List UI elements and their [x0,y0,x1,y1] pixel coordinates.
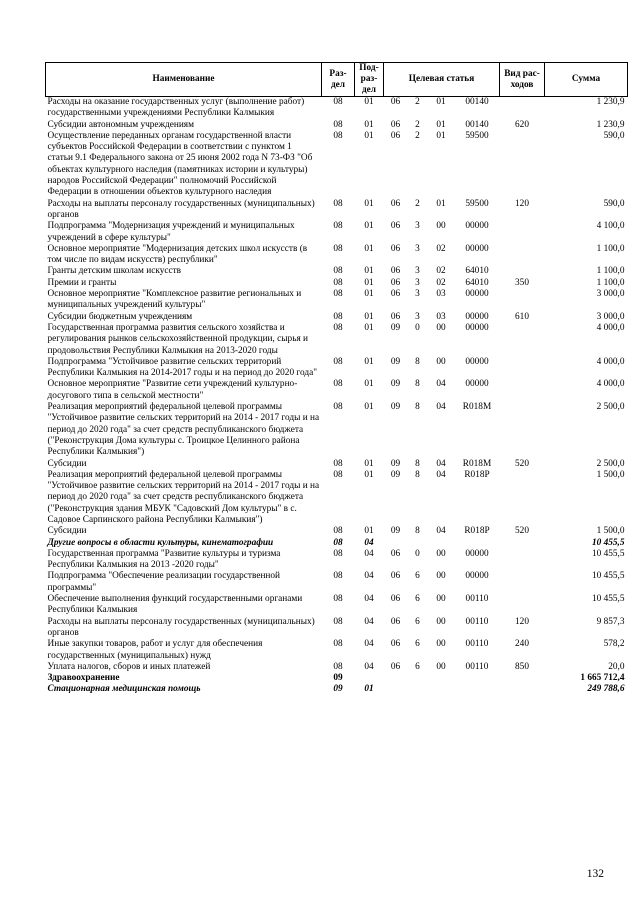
row-vid: 850 [515,661,529,672]
table-row [46,459,628,470]
row-podrazdel: 01 [364,684,374,695]
row-measure: 00 [436,639,446,650]
row-direction: R018P [464,469,490,480]
row-razdel: 08 [333,548,343,559]
row-name: Основное мероприятие "Развитие сети учреждений культурно-досугового типа в сельской местности" [47,379,298,401]
row-podrazdel: 01 [364,289,374,300]
row-razdel: 08 [333,289,343,300]
table-row [46,312,628,323]
row-sum: 4 000,0 [596,322,625,333]
row-measure: 01 [436,130,446,141]
row-direction: 00000 [465,311,489,322]
row-podrazdel: 04 [364,571,374,582]
row-name: Уплата налогов, сборов и иных платежей [47,661,211,672]
row-podrazdel: 01 [364,130,374,141]
row-program: 06 [390,311,401,322]
row-measure: 02 [436,243,446,254]
row-direction [455,684,500,695]
table-body [46,97,628,696]
table-row [46,470,628,526]
row-measure: 02 [436,266,446,277]
row-program: 09 [390,469,401,480]
row-sum: 4 000,0 [596,379,625,390]
table-row [46,97,628,120]
row-razdel: 08 [333,639,343,650]
row-sum: 590,0 [603,130,625,141]
row-razdel: 08 [333,243,343,254]
row-name: Подпрограмма "Обеспечение реализации государственной программы" [47,571,281,593]
row-program: 06 [390,661,401,672]
row-direction: 00000 [465,548,489,559]
row-subprogram: 0 [415,322,420,333]
row-vid [500,470,545,526]
row-name: Расходы на выплаты персоналу государственных (муниципальных) органов [47,616,315,638]
row-name: Обеспечение выполнения функций государственными органами Республики Калмыкия [47,594,303,616]
row-name: Расходы на выплаты персоналу государственных (муниципальных) органов [47,198,315,220]
row-measure: 00 [436,571,446,582]
row-subprogram: 6 [415,661,420,672]
header-podrazdel: Под- раз- дел [355,63,384,97]
row-program: 06 [390,548,401,559]
row-sum: 20,0 [608,661,625,672]
row-sum: 578,2 [603,639,625,650]
row-razdel: 08 [333,661,343,672]
row-razdel: 08 [333,266,343,277]
row-razdel: 09 [333,673,343,684]
row-vid: 350 [515,277,529,288]
table-row [46,379,628,402]
row-direction [455,673,500,684]
row-razdel: 08 [333,97,343,107]
row-direction: 00140 [465,97,489,107]
table-row [46,244,628,267]
table-row [46,402,628,458]
row-program: 06 [390,221,401,232]
table-row [46,266,628,277]
row-sum: 10 455,5 [591,548,625,559]
row-sum: 10 455,5 [591,537,625,548]
row-direction: 00000 [465,243,489,254]
row-subprogram: 2 [415,130,420,141]
row-name: Подпрограмма "Устойчивое развитие сельских территорий Республики Калмыкия на 2014-2017 годы и на период до 2020 года" [47,356,318,379]
row-name: Стационарная медицинская помощь [47,684,201,695]
row-podrazdel: 04 [364,594,374,605]
row-subprogram: 8 [415,469,420,480]
row-direction: 00000 [465,571,489,582]
row-measure: 03 [436,311,446,322]
row-podrazdel: 04 [364,537,374,548]
row-sum: 1 230,9 [596,97,625,107]
row-program: 09 [390,322,401,333]
table-row [46,639,628,662]
row-sum: 4 100,0 [596,221,625,232]
row-vid [500,323,545,357]
table-row [46,120,628,131]
row-measure [428,673,455,684]
row-program: 06 [390,594,401,605]
row-sum: 3 000,0 [596,289,625,300]
row-name: Основное мероприятие "Комплексное развитие региональных и муниципальных учреждений культуры" [47,289,302,311]
row-razdel: 08 [333,119,343,130]
row-podrazdel: 01 [364,266,374,277]
row-vid [500,357,545,380]
row-subprogram: 6 [415,639,420,650]
row-sum: 1 665 712,4 [580,673,625,684]
row-sum: 1 500,0 [596,526,625,537]
row-name: Субсидии автономным учреждениям [47,119,194,130]
row-subprogram: 3 [415,243,420,254]
row-subprogram: 3 [415,221,420,232]
row-measure: 00 [436,221,446,232]
row-vid [500,131,545,199]
row-measure [428,538,455,549]
row-measure [428,684,455,695]
row-direction [455,538,500,549]
row-vid: 120 [515,198,529,209]
row-podrazdel: 01 [364,198,374,209]
row-direction: 00000 [465,322,489,333]
table-row [46,278,628,289]
row-direction: 00000 [465,289,489,300]
row-measure: 01 [436,97,446,107]
row-razdel: 08 [333,198,343,209]
row-direction: 59500 [465,198,489,209]
header-name: Наименование [46,63,322,97]
row-direction: 00110 [465,661,489,672]
row-subprogram: 3 [415,266,420,277]
header-vid: Вид рас- ходов [500,63,545,97]
row-sum: 1 500,0 [596,469,625,480]
row-program: 06 [390,198,401,209]
row-podrazdel: 01 [364,277,374,288]
row-vid [500,379,545,402]
row-sum: 9 857,3 [596,616,625,627]
page-number: 132 [586,868,604,880]
row-program: 06 [390,616,401,627]
row-podrazdel: 01 [364,311,374,322]
row-podrazdel: 01 [364,119,374,130]
row-podrazdel: 01 [364,458,374,469]
row-podrazdel: 01 [364,526,374,537]
row-podrazdel: 01 [364,322,374,333]
row-measure: 03 [436,289,446,300]
row-measure: 00 [436,548,446,559]
row-direction: 59500 [465,130,489,141]
row-measure: 01 [436,198,446,209]
row-podrazdel: 04 [364,548,374,559]
row-razdel: 09 [333,684,343,695]
row-razdel: 08 [333,379,343,390]
row-vid [500,221,545,244]
row-sum: 4 000,0 [596,356,625,367]
row-direction: 00110 [465,594,489,605]
row-subprogram [408,538,428,549]
row-direction: 64010 [465,266,489,277]
row-name: Иные закупки товаров, работ и услуг для обеспечения государственных (муниципальных) нужд [47,639,263,661]
row-program: 06 [390,289,401,300]
row-name: Расходы на оказание государственных услуг (выполнение работ) государственными учреждениями Республики Калмыкия [47,97,305,119]
row-name: Реализация мероприятий федеральной целевой программы "Устойчивое развитие сельских территорий на 2014 - 2017 годы и на период до 2020 года" за счет средств республиканского бюджета ("Реконструкция Дома культуры с. Троицкое Целинного района Республики Калмыкия") [47,402,320,458]
table-row [46,526,628,537]
row-measure: 00 [436,616,446,627]
row-program: 09 [390,458,401,469]
row-name: Субсидии [47,458,87,469]
row-sum: 590,0 [603,198,625,209]
row-vid [500,571,545,594]
row-measure: 04 [436,402,446,413]
row-direction: 00110 [465,639,489,650]
row-subprogram: 3 [415,277,420,288]
row-vid: 520 [515,458,529,469]
header-razdel: Раз- дел [322,63,355,97]
row-program: 09 [390,526,401,537]
row-measure: 04 [436,458,446,469]
row-vid [500,244,545,267]
row-subprogram: 8 [415,356,420,367]
row-subprogram: 8 [415,526,420,537]
row-subprogram: 0 [415,548,420,559]
row-vid: 620 [515,119,529,130]
row-razdel: 08 [333,402,343,413]
row-program: 09 [390,379,401,390]
row-subprogram: 3 [415,311,420,322]
row-direction: 00110 [465,616,489,627]
row-sum: 1 100,0 [596,243,625,254]
row-name: Государственная программа "Развитие культуры и туризма Республики Калмыкия на 2013 -2020 годы" [47,548,281,571]
row-razdel: 08 [333,594,343,605]
row-vid [500,266,545,277]
row-program [384,684,408,695]
row-name: Субсидии [47,526,87,537]
row-program: 06 [390,277,401,288]
row-sum: 249 788,6 [587,684,625,695]
table-row [46,549,628,572]
row-name: Осуществление переданных органам государственной власти субъектов Российской Федерации в соответствии с пунктом 1 статьи 9.1 Федерального закона от 25 июня 2002 года N 73-ФЗ "Об объектах культурного наследия (памятниках истории и культуры) народов Российской Федерации" полномочий Российской Федерации в отношении объектов культурного наследия [47,130,313,198]
row-vid: 520 [515,526,529,537]
row-subprogram: 6 [415,571,420,582]
row-program: 06 [390,97,401,107]
row-measure: 00 [436,661,446,672]
row-subprogram: 3 [415,289,420,300]
row-program: 06 [390,119,401,130]
row-vid [500,538,545,549]
row-program [384,673,408,684]
table-row [46,538,628,549]
row-razdel: 08 [333,277,343,288]
row-vid [500,289,545,312]
row-direction: 00140 [465,119,489,130]
table-row [46,571,628,594]
row-program: 06 [390,571,401,582]
row-razdel: 08 [333,130,343,141]
row-podrazdel [355,673,384,684]
row-razdel: 08 [333,311,343,322]
table-row [46,199,628,222]
row-measure: 04 [436,469,446,480]
row-podrazdel: 01 [364,402,374,413]
row-razdel: 08 [333,616,343,627]
row-direction: 64010 [465,277,489,288]
row-measure: 01 [436,119,446,130]
row-podrazdel: 04 [364,661,374,672]
row-program: 06 [390,243,401,254]
row-program: 09 [390,402,401,413]
header-sum: Сумма [545,63,628,97]
row-vid: 240 [515,639,529,650]
row-razdel: 08 [333,221,343,232]
row-name: Другие вопросы в области культуры, кинематографии [47,537,274,548]
row-vid [500,594,545,617]
table-row [46,131,628,199]
row-podrazdel: 01 [364,379,374,390]
row-vid [500,97,545,120]
budget-table [45,62,628,696]
row-sum: 2 500,0 [596,458,625,469]
row-vid: 610 [515,311,529,322]
row-program: 06 [390,639,401,650]
row-razdel: 08 [333,469,343,480]
row-direction: 00000 [465,379,489,390]
row-sum: 10 455,5 [591,571,625,582]
row-subprogram: 8 [415,458,420,469]
row-razdel: 08 [333,356,343,367]
row-program: 06 [390,130,401,141]
row-sum: 1 230,9 [596,119,625,130]
row-subprogram: 6 [415,594,420,605]
row-podrazdel: 01 [364,469,374,480]
row-name: Премии и гранты [47,277,117,288]
row-sum: 1 100,0 [596,266,625,277]
row-program: 09 [390,356,401,367]
table-header [46,63,628,97]
row-direction: 00000 [465,221,489,232]
row-razdel: 08 [333,526,343,537]
row-sum: 3 000,0 [596,311,625,322]
row-vid [500,684,545,695]
row-measure: 04 [436,526,446,537]
row-measure: 00 [436,594,446,605]
row-podrazdel: 01 [364,356,374,367]
row-program: 06 [390,266,401,277]
row-podrazdel: 04 [364,616,374,627]
row-sum: 10 455,5 [591,594,625,605]
row-sum: 1 100,0 [596,277,625,288]
row-name: Реализация мероприятий федеральной целевой программы "Устойчивое развитие сельских территорий на 2014 - 2017 годы и на период до 2020 года" за счет средств республиканского бюджета ("Реконструкция здания МБУК "Садовский Дом культуры" в с. Садовое Сарпинского района Республики Калмыкия") [47,469,320,525]
row-direction: R018P [464,526,490,537]
table-row [46,289,628,312]
row-subprogram: 8 [415,379,420,390]
row-measure: 04 [436,379,446,390]
table-row [46,662,628,673]
row-name: Здравоохранение [47,673,120,684]
row-measure: 00 [436,356,446,367]
row-name: Основное мероприятие "Модернизация детских школ искусств (в том числе по видам искусств) республики" [47,243,308,266]
table-row [46,221,628,244]
row-direction: R018M [462,402,492,413]
row-direction: 00000 [465,356,489,367]
table-row [46,684,628,695]
table-row [46,617,628,640]
row-podrazdel: 01 [364,97,374,107]
header-target: Целевая статья [384,63,500,97]
row-subprogram [408,673,428,684]
row-name: Гранты детским школам искусств [47,266,182,277]
row-subprogram: 6 [415,616,420,627]
table-row [46,357,628,380]
row-razdel: 08 [333,458,343,469]
row-subprogram [408,684,428,695]
table-row [46,673,628,684]
row-measure: 02 [436,277,446,288]
row-name: Подпрограмма "Модернизация учреждений и муниципальных учреждений в сфере культуры" [47,221,295,243]
row-razdel: 08 [333,322,343,333]
row-measure: 00 [436,322,446,333]
row-name: Государственная программа развития сельского хозяйства и регулирования рынков сельскохозяйственной продукции, сырья и продовольствия Республики Калмыкия на 2013-2020 годы [47,322,309,356]
row-vid [500,549,545,572]
row-program [384,538,408,549]
row-vid: 120 [515,616,529,627]
row-vid [500,673,545,684]
row-podrazdel: 04 [364,639,374,650]
row-podrazdel: 01 [364,243,374,254]
row-sum: 2 500,0 [596,402,625,413]
row-subprogram: 2 [415,198,420,209]
row-podrazdel: 01 [364,221,374,232]
row-direction: R018M [462,458,492,469]
table-row [46,323,628,357]
row-subprogram: 2 [415,97,420,107]
row-razdel: 08 [333,537,343,548]
row-razdel: 08 [333,571,343,582]
row-vid [500,402,545,458]
row-subprogram: 2 [415,119,420,130]
table-row [46,594,628,617]
row-subprogram: 8 [415,402,420,413]
row-name: Субсидии бюджетным учреждениям [47,311,193,322]
